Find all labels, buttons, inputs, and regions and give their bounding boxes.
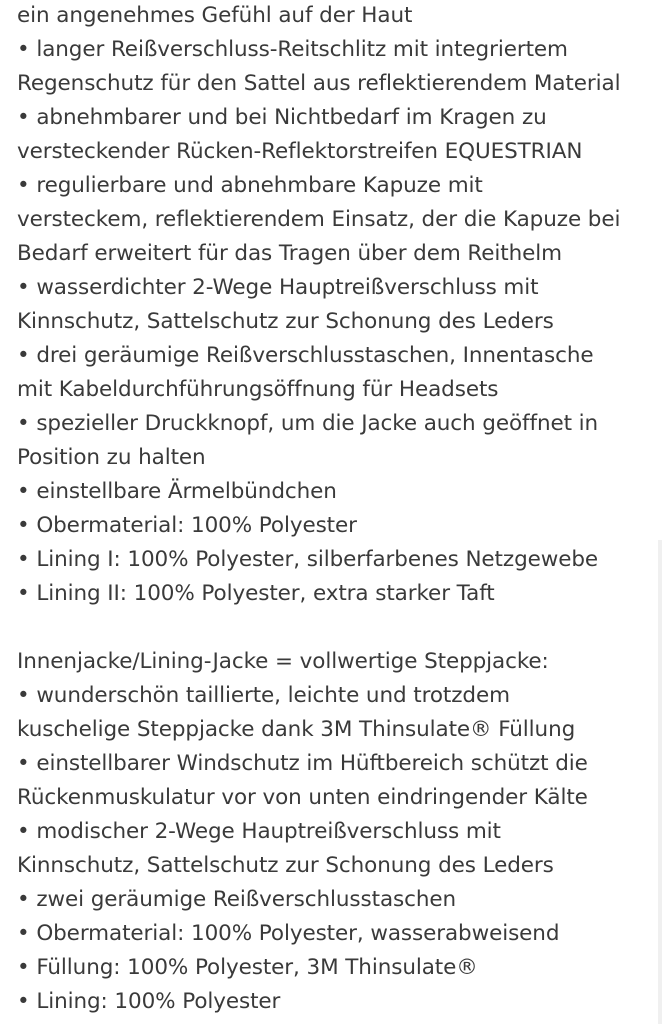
feature-item-snap-button: • spezieller Druckknopf, um die Jacke auch geöffnet in	[17, 411, 599, 436]
feature-item-filling: • Füllung: 100% Polyester, 3M Thinsulate®	[17, 955, 478, 980]
paragraph-spacer	[17, 611, 657, 645]
feature-item-riding-slit: • langer Reißverschluss-Reitschlitz mit integriertem	[17, 37, 568, 62]
feature-item-windbreak: • einstellbarer Windschutz im Hüftbereich schützt die	[17, 751, 588, 776]
description-line: ein angenehmes Gefühl auf der Haut	[17, 3, 413, 28]
feature-item-outer-material-inner: • Obermaterial: 100% Polyester, wasserabweisend	[17, 921, 560, 946]
description-line: Rückenmuskulatur vor von unten eindringender Kälte	[17, 785, 588, 810]
feature-item-lining-1: • Lining I: 100% Polyester, silberfarbenes Netzgewebe	[17, 547, 599, 572]
feature-item-pockets-inner: • zwei geräumige Reißverschlusstaschen	[17, 887, 457, 912]
description-line: Position zu halten	[17, 445, 206, 470]
feature-item-hood: • regulierbare und abnehmbare Kapuze mit	[17, 173, 483, 198]
page-edge-divider	[658, 540, 662, 1024]
feature-item-main-zipper: • wasserdichter 2-Wege Hauptreißverschluss mit	[17, 275, 539, 300]
feature-item-pockets: • drei geräumige Reißverschlusstaschen, Innentasche	[17, 343, 594, 368]
product-description-text	[17, 0, 657, 1019]
description-line: Kinnschutz, Sattelschutz zur Schonung des Leders	[17, 853, 554, 878]
description-line: kuschelige Steppjacke dank 3M Thinsulate® Füllung	[17, 717, 576, 742]
feature-item-reflector-strip: • abnehmbarer und bei Nichtbedarf im Kragen zu	[17, 105, 547, 130]
feature-item-lining-2: • Lining II: 100% Polyester, extra starker Taft	[17, 581, 495, 606]
feature-item-cuffs: • einstellbare Ärmelbündchen	[17, 479, 337, 504]
description-line: Bedarf erweitert für das Tragen über dem Reithelm	[17, 241, 563, 266]
feature-item-lining-inner: • Lining: 100% Polyester	[17, 989, 281, 1014]
feature-item-outer-material: • Obermaterial: 100% Polyester	[17, 513, 357, 538]
section-heading-inner-jacket: Innenjacke/Lining-Jacke = vollwertige Steppjacke:	[17, 649, 549, 674]
feature-item-quilted-jacket: • wunderschön taillierte, leichte und trotzdem	[17, 683, 510, 708]
description-line: Regenschutz für den Sattel aus reflektierendem Material	[17, 71, 621, 96]
description-line: Kinnschutz, Sattelschutz zur Schonung des Leders	[17, 309, 554, 334]
feature-item-main-zipper-inner: • modischer 2-Wege Hauptreißverschluss mit	[17, 819, 501, 844]
description-line: versteckender Rücken-Reflektorstreifen EQUESTRIAN	[17, 139, 583, 164]
description-line: versteckem, reflektierendem Einsatz, der die Kapuze bei	[17, 207, 621, 232]
description-line: mit Kabeldurchführungsöffnung für Headsets	[17, 377, 499, 402]
